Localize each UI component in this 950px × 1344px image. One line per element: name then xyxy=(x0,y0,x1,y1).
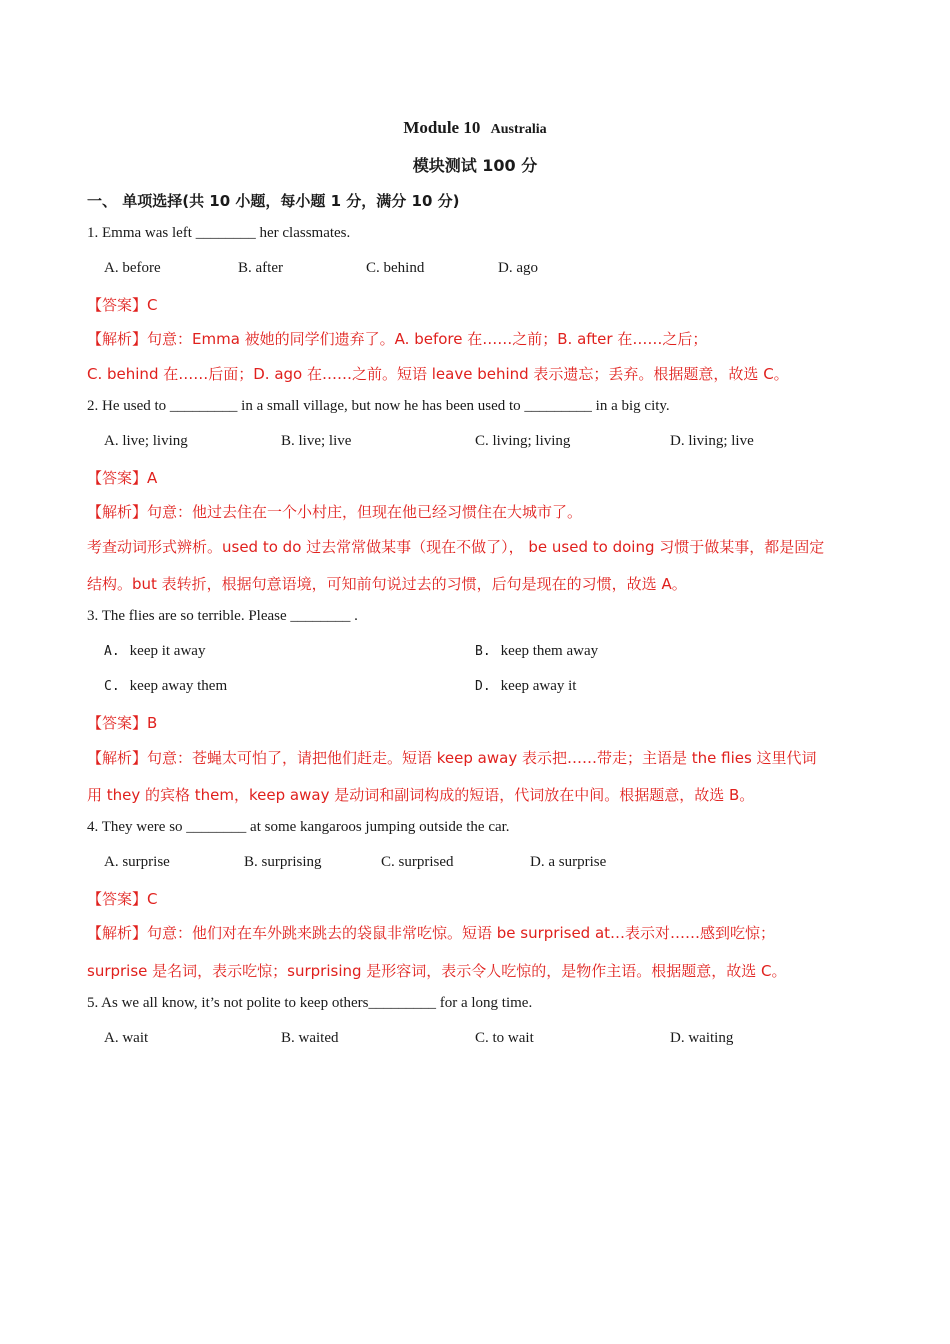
question-2-option-b: B. live; live xyxy=(281,433,352,449)
question-3-option-d-text: keep away it xyxy=(500,678,577,694)
module-title-text: Module 10 xyxy=(403,118,481,137)
question-5-option-b: B. waited xyxy=(281,1030,339,1046)
question-3-answer: 【答案】B xyxy=(87,714,158,732)
question-3-option-b-label: B. xyxy=(475,644,491,659)
question-3-explanation-line-2: 用 they 的宾格 them，keep away 是动词和副词构成的短语，代词放在中间。根据题意，故选 B。 xyxy=(87,786,755,804)
question-2-explanation-line-3: 结构。but 表转折，根据句意语境，可知前句说过去的习惯，后句是现在的习惯，故选 A。 xyxy=(87,575,687,593)
question-2-explanation-line-1: 【解析】句意：他过去住在一个小村庄，但现在他已经习惯住在大城市了。 xyxy=(87,503,583,521)
question-4-option-c: C. surprised xyxy=(381,854,454,870)
question-2-answer: 【答案】A xyxy=(87,469,158,487)
question-5-option-a: A. wait xyxy=(104,1030,149,1046)
question-4-option-d: D. a surprise xyxy=(530,854,607,870)
question-1-option-c: C. behind xyxy=(366,260,425,276)
question-2-option-a: A. live; living xyxy=(104,433,188,449)
test-title: 模块测试 100 分 xyxy=(412,156,538,175)
question-4-answer: 【答案】C xyxy=(87,890,158,908)
question-4-option-b: B. surprising xyxy=(244,854,322,870)
question-3-stem: 3. The flies are so terrible. Please ________ . xyxy=(87,608,358,624)
question-4-stem: 4. They were so ________ at some kangaroos jumping outside the car. xyxy=(87,819,510,835)
question-2-option-d: D. living; live xyxy=(670,433,754,449)
question-3-option-b xyxy=(475,643,598,660)
question-1-explanation-line-1: 【解析】句意：Emma 被她的同学们遗弃了。A. before 在……之前；B. after 在……之后； xyxy=(87,330,708,348)
question-4-option-a: A. surprise xyxy=(104,854,170,870)
question-5-option-d: D. waiting xyxy=(670,1030,734,1046)
section-heading: 一、 单项选择(共 10 小题，每小题 1 分，满分 10 分) xyxy=(87,192,460,210)
question-3-option-c xyxy=(104,678,227,695)
module-title xyxy=(0,118,950,138)
question-3-option-a xyxy=(104,643,205,660)
question-1-stem: 1. Emma was left ________ her classmates. xyxy=(87,225,351,241)
question-2-explanation-line-2: 考查动词形式辨析。used to do 过去常常做某事（现在不做了）， be used to doing 习惯于做某事，都是固定 xyxy=(87,538,825,556)
question-1-explanation-line-2: C. behind 在……后面；D. ago 在……之前。短语 leave behind 表示遗忘；丢弃。根据题意，故选 C。 xyxy=(87,365,789,383)
question-1-answer: 【答案】C xyxy=(87,296,158,314)
question-2-option-c: C. living; living xyxy=(475,433,571,449)
question-3-option-c-text: keep away them xyxy=(129,678,228,694)
question-4-explanation-line-1: 【解析】句意：他们对在车外跳来跳去的袋鼠非常吃惊。短语 be surprised at…表示对……感到吃惊； xyxy=(87,924,776,942)
module-subtitle: Australia xyxy=(490,122,547,137)
question-1-option-d: D. ago xyxy=(498,260,538,276)
question-1-option-a: A. before xyxy=(104,260,161,276)
question-5-stem: 5. As we all know, it’s not polite to keep others_________ for a long time. xyxy=(87,995,533,1011)
question-5-option-c: C. to wait xyxy=(475,1030,534,1046)
question-3-option-b-text: keep them away xyxy=(500,643,599,659)
question-1-option-b: B. after xyxy=(238,260,283,276)
question-3-option-d-label: D. xyxy=(475,679,491,694)
question-3-option-a-text: keep it away xyxy=(129,643,206,659)
question-2-stem: 2. He used to _________ in a small village, but now he has been used to _________ in a big city. xyxy=(87,398,670,414)
question-3-explanation-line-1: 【解析】句意：苍蝇太可怕了，请把他们赶走。短语 keep away 表示把……带走；主语是 the flies 这里代词 xyxy=(87,749,817,767)
question-4-explanation-line-2: surprise 是名词，表示吃惊；surprising 是形容词，表示令人吃惊的，是物作主语。根据题意，故选 C。 xyxy=(87,962,787,980)
question-3-option-c-label: C. xyxy=(104,679,120,694)
question-3-option-a-label: A. xyxy=(104,644,120,659)
question-3-option-d xyxy=(475,678,576,695)
